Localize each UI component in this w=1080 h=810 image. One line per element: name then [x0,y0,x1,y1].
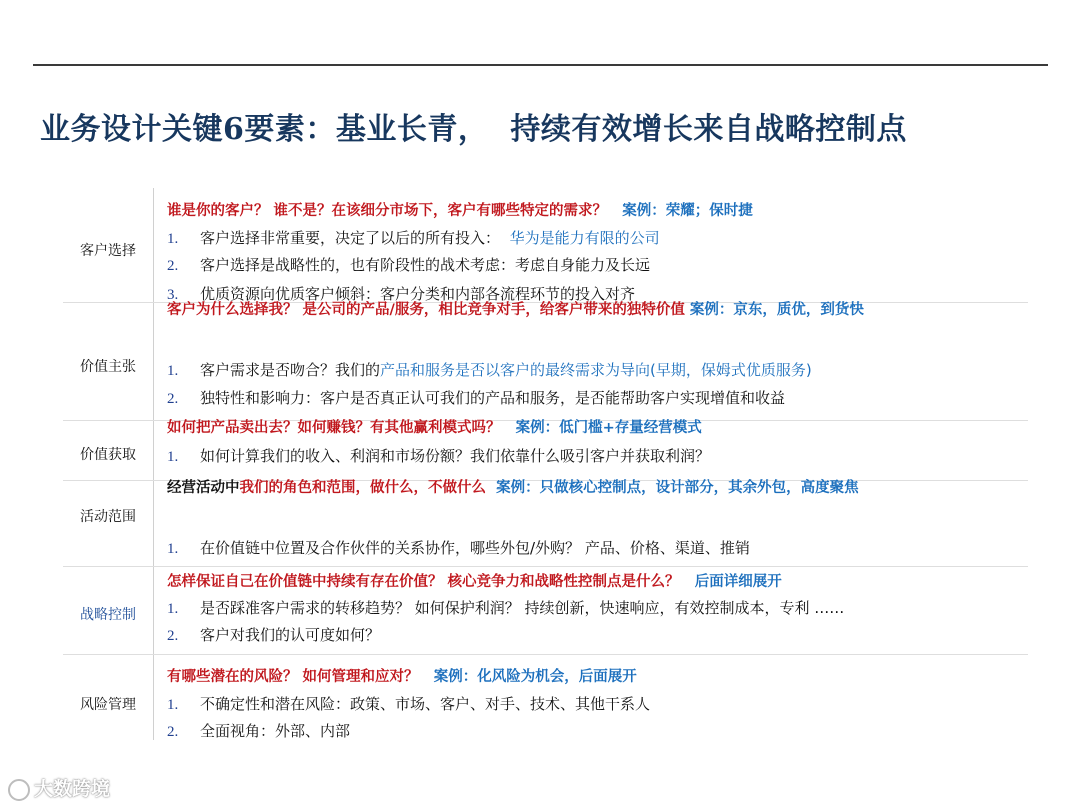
row-customer-selection [63,188,1028,303]
row-value-proposition [63,302,1028,421]
elements-table [63,188,1028,740]
watermark: 大数跨境 [8,774,110,801]
list-item: 3. 优质资源向优质客户倾斜：客户分类和内部各流程环节的投入对齐 [167,285,636,303]
row-question: 谁是你的客户？ 谁不是？在该细分市场下，客户有哪些特定的需求？ 案例：荣耀；保时捷 [167,203,753,219]
row-question: 客户为什么选择我？ 是公司的产品/服务，相比竞争对手，给客户带来的独特价值 案例：京东，质优，到货快 [167,302,864,318]
list-item: 1. 在价值链中位置及合作伙伴的关系协作，哪些外包/外购？ 产品、价格、渠道、推销 [167,539,750,557]
row-question: 有哪些潜在的风险？ 如何管理和应对？ 案例：化风险为机会，后面展开 [167,669,637,685]
list-item: 2. 客户对我们的认可度如何？ [167,626,381,644]
list-item: 1. 不确定性和潜在风险：政策、市场、客户、对手、技术、其他干系人 [167,695,651,713]
row-strategic-control [63,566,1028,655]
row-activity-scope [63,480,1028,567]
page-title: 业务设计关键6要素：基业长青， 持续有效增长来自战略控制点 [40,112,907,147]
list-item: 1. 客户选择非常重要，决定了以后的所有投入： 华为是能力有限的公司 [167,229,660,247]
row-risk-management [63,654,1028,740]
row-label: 客户选择 [80,243,136,259]
list-item: 2. 客户选择是战略性的，也有阶段性的战术考虑：考虑自身能力及长远 [167,256,651,274]
row-question: 怎样保证自己在价值链中持续有存在价值？ 核心竞争力和战略性控制点是什么？ 后面详细展开 [167,574,782,590]
row-label: 风险管理 [80,697,136,713]
list-item: 2. 独特性和影响力：客户是否真正认可我们的产品和服务，是否能帮助客户实现增值和收益 [167,389,786,407]
row-value-capture [63,420,1028,481]
watermark-logo-icon [8,779,30,801]
row-question: 经营活动中我们的角色和范围，做什么，不做什么 案例：只做核心控制点，设计部分，其余外包，高度聚焦 [167,480,859,496]
list-item: 1. 是否踩准客户需求的转移趋势？ 如何保护利润？ 持续创新，快速响应，有效控制成本，专利 …… [167,599,845,617]
row-label: 战略控制 [80,607,136,623]
row-question: 如何把产品卖出去？如何赚钱？有其他赢利模式吗？ 案例：低门槛+存量经营模式 [167,420,702,436]
top-rule [33,64,1048,66]
row-label: 价值获取 [80,447,136,463]
list-item: 1. 客户需求是否吻合？我们的产品和服务是否以客户的最终需求为导向(早期，保姆式优质服务) [167,361,812,379]
list-item: 2. 全面视角：外部、内部 [167,722,351,740]
list-item: 1. 如何计算我们的收入、利润和市场份额？我们依靠什么吸引客户并获取利润？ [167,447,711,465]
row-label: 价值主张 [80,359,136,375]
row-label: 活动范围 [80,509,136,525]
